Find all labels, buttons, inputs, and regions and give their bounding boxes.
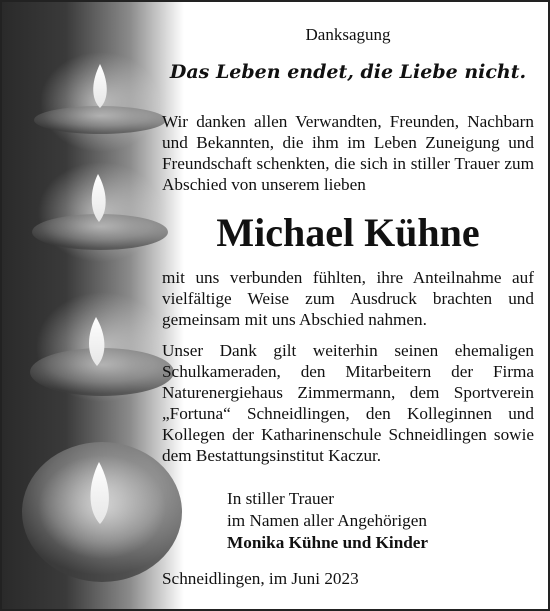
notice-heading: Danksagung bbox=[305, 25, 391, 44]
place-date: Schneidlingen, im Juni 2023 bbox=[162, 569, 359, 588]
signature-names: Monika Kühne und Kinder bbox=[227, 533, 429, 552]
deceased-name: Michael Kühne bbox=[216, 210, 480, 255]
thanks-paragraph: Wir danken allen Verwandten, Freunden, Nachbarn und Bekannten, die ihm im Leben Zuneigung und Freundschaft schenkten, die sich in stiller Trauer zum Abschied von unserem lieben bbox=[162, 112, 534, 194]
signature-line: im Namen aller Angehörigen bbox=[227, 511, 427, 530]
sympathy-paragraph: mit uns verbunden fühlten, ihre Anteilnahme auf vielfältige Weise zum Ausdruck brachten und gemeinsam mit uns Abschied nahmen. bbox=[162, 268, 534, 329]
signature-line: In stiller Trauer bbox=[227, 489, 334, 508]
candles-image bbox=[2, 2, 184, 611]
further-thanks-paragraph: Unser Dank gilt weiterhin seinen ehemaligen Schulkameraden, den Mitarbeitern der Firma Naturenergiehaus Zimmermann, dem Sportverein „Fortuna“ Schneidlingen, den Kolleginnen und Kollegen der Katharinenschule Schneidlingen sowie dem Bestattungsinstitut Kaczur. bbox=[162, 341, 534, 465]
candle-cup bbox=[34, 106, 166, 134]
signature-block bbox=[227, 488, 527, 554]
motto: Das Leben endet, die Liebe nicht. bbox=[169, 61, 527, 83]
